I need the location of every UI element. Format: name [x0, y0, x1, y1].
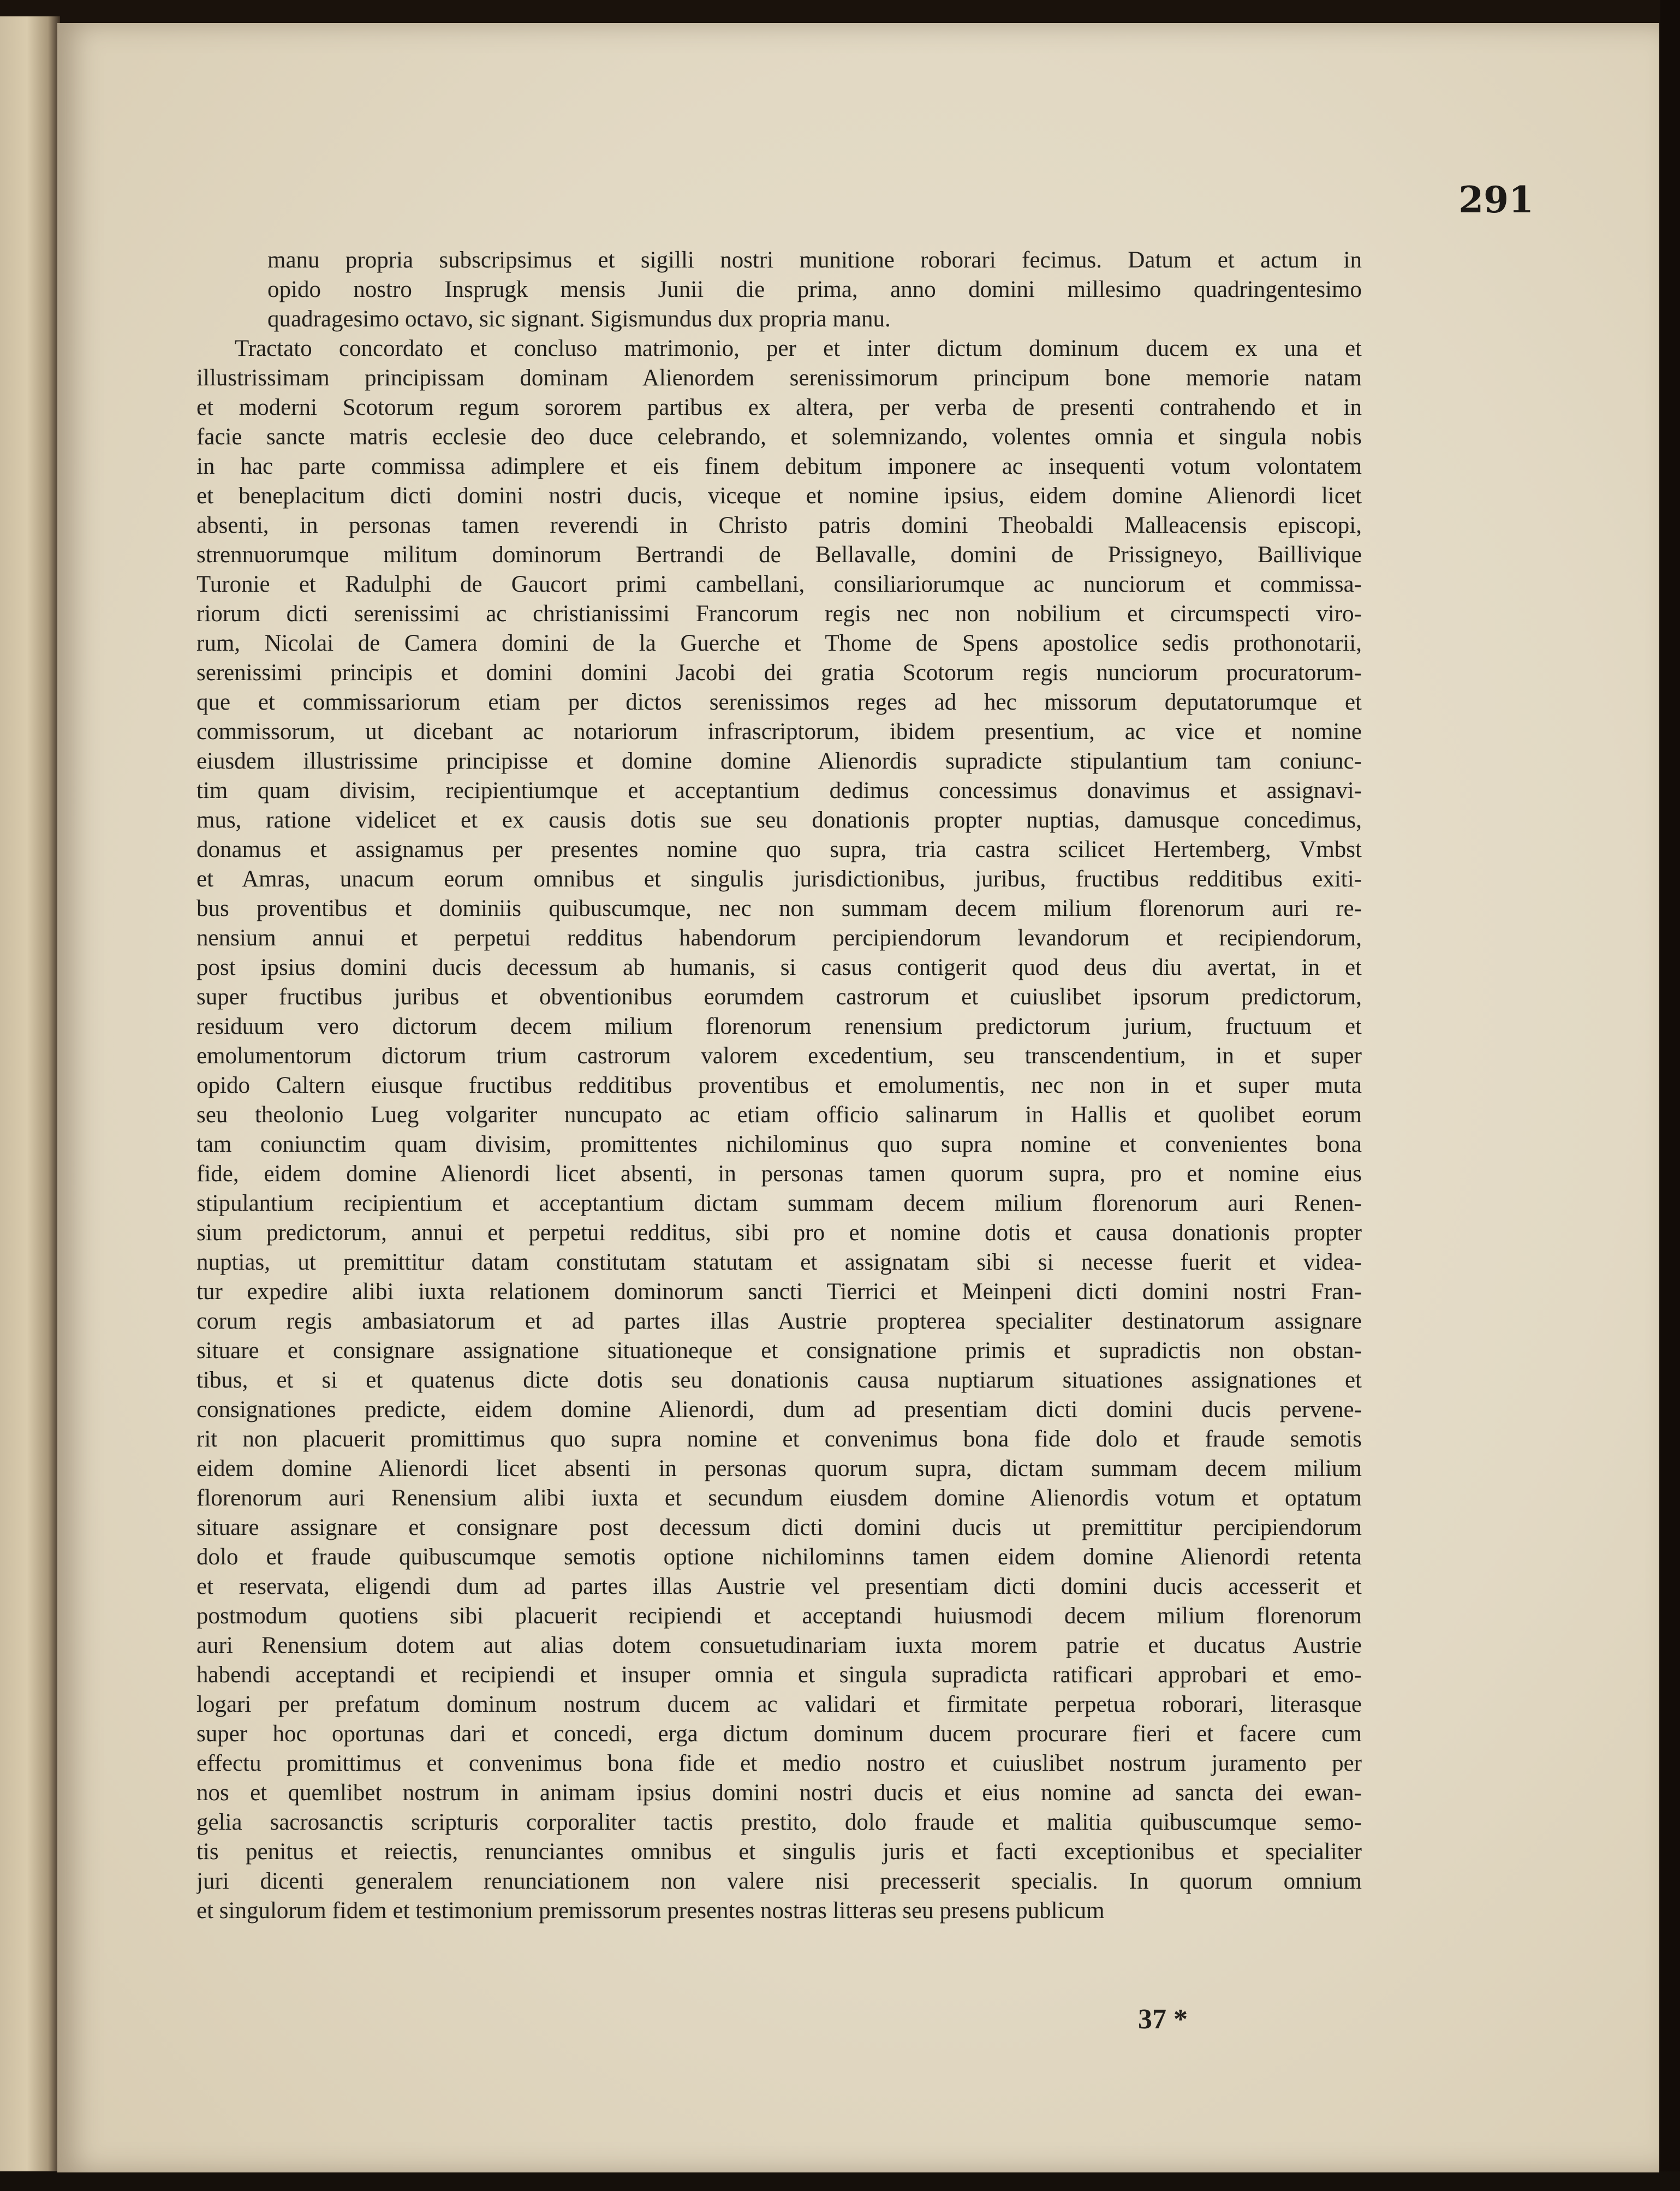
text-line: logari per prefatum dominum nostrum ducem ac validari et firmitate perpetua roborari, literasque	[196, 1692, 1362, 1717]
text-line: eidem domine Alienordi licet absenti in personas quorum supra, dictam summam decem milium	[196, 1456, 1362, 1481]
text-line: tibus, et si et quatenus dicte dotis seu donationis causa nuptiarum situationes assignationes et	[196, 1367, 1362, 1393]
body-text	[196, 246, 1362, 1926]
text-line: super fructibus juribus et obventionibus eorumdem castrorum et cuiuslibet ipsorum predictorum,	[196, 984, 1362, 1010]
text-line: facie sancte matris ecclesie deo duce celebrando, et solemnizando, volentes omnia et singula nobis	[196, 424, 1362, 450]
text-line: sium predictorum, annui et perpetui redditus, sibi pro et nomine dotis et causa donationis propter	[196, 1220, 1362, 1246]
text-line: strennuorumque militum dominorum Bertrandi de Bellavalle, domini de Prissigneyo, Baillivique	[196, 542, 1362, 568]
text-line: illustrissimam principissam dominam Alienordem serenissimorum principum bone memorie natam	[196, 365, 1362, 391]
text-line: postmodum quotiens sibi placuerit recipiendi et acceptandi huiusmodi decem milium florenorum	[196, 1603, 1362, 1629]
text-line: florenorum auri Renensium alibi iuxta et secundum eiusdem domine Alienordis votum et optatum	[196, 1485, 1362, 1511]
text-line: post ipsius domini ducis decessum ab humanis, si casus contigerit quod deus diu avertat, in et	[196, 955, 1362, 980]
text-line: tim quam divisim, recipientiumque et acceptantium dedimus concessimus donavimus et assignavi-	[196, 778, 1362, 803]
text-line: residuum vero dictorum decem milium florenorum renensium predictorum jurium, fructuum et	[196, 1014, 1362, 1039]
scan-bottom-edge	[0, 2171, 1680, 2191]
text-line: seu theolonio Lueg volgariter nuncupato ac etiam officio salinarum in Hallis et quolibet eorum	[196, 1102, 1362, 1128]
text-line: tis penitus et reiectis, renunciantes omnibus et singulis juris et facti exceptionibus et specialiter	[196, 1839, 1362, 1865]
text-line: auri Renensium dotem aut alias dotem consuetudinariam iuxta morem patrie et ducatus Austrie	[196, 1633, 1362, 1658]
text-line: super hoc oportunas dari et concedi, erga dictum dominum ducem procurare fieri et facere cum	[196, 1721, 1362, 1747]
text-line: nensium annui et perpetui redditus habendorum percipiendorum levandorum et recipiendorum,	[196, 925, 1362, 951]
text-line: et singulorum fidem et testimonium premissorum presentes nostras litteras seu presens publicum	[196, 1898, 1105, 1924]
scan-top-edge	[0, 0, 1680, 22]
text-line: tur expedire alibi iuxta relationem dominorum sancti Tierrici et Meinpeni dicti domini nostri Fran-	[196, 1279, 1362, 1305]
text-line: nuptias, ut premittitur datam constitutam statutam et assignatam sibi si necesse fuerit et videa-	[196, 1249, 1362, 1275]
text-line: in hac parte commissa adimplere et eis finem debitum imponere ac insequenti votum volontatem	[196, 454, 1362, 479]
text-line: emolumentorum dictorum trium castrorum valorem excedentium, seu transcendentium, in et super	[196, 1043, 1362, 1069]
text-line: juri dicenti generalem renunciationem non valere nisi precesserit specialis. In quorum omnium	[196, 1868, 1362, 1894]
text-line: absenti, in personas tamen reverendi in Christo patris domini Theobaldi Malleacensis episcopi,	[196, 513, 1362, 538]
text-line: fide, eidem domine Alienordi licet absenti, in personas tamen quorum supra, pro et nomine eius	[196, 1161, 1362, 1187]
text-line: nos et quemlibet nostrum in animam ipsius domini nostri ducis et eius nomine ad sancta dei ewan-	[196, 1780, 1362, 1806]
text-line: opido Caltern eiusque fructibus redditibus proventibus et emolumentis, nec non in et super muta	[196, 1073, 1362, 1098]
text-line: corum regis ambasiatorum et ad partes illas Austrie propterea specialiter destinatorum assignare	[196, 1308, 1362, 1334]
text-line: bus proventibus et dominiis quibuscumque, nec non summam decem milium florenorum auri re-	[196, 896, 1362, 921]
text-line: opido nostro Insprugk mensis Junii die prima, anno domini millesimo quadringentesimo	[267, 277, 1362, 302]
text-line: effectu promittimus et convenimus bona fide et medio nostro et cuiuslibet nostrum juramento per	[196, 1751, 1362, 1776]
signature-mark: 37 *	[1138, 2004, 1188, 2035]
text-line: et beneplacitum dicti domini nostri ducis, viceque et nomine ipsius, eidem domine Alienordi licet	[196, 483, 1362, 509]
facing-page-edge	[0, 16, 60, 2191]
text-line: Tractato concordato et concluso matrimonio, per et inter dictum dominum ducem ex una et	[235, 336, 1362, 361]
text-line: que et commissariorum etiam per dictos serenissimos reges ad hec missorum deputatorumque et	[196, 689, 1362, 715]
text-line: quadragesimo octavo, sic signant. Sigismundus dux propria manu.	[267, 306, 891, 332]
text-line: rum, Nicolai de Camera domini de la Guerche et Thome de Spens apostolice sedis prothonotarii,	[196, 630, 1362, 656]
text-line: riorum dicti serenissimi ac christianissimi Francorum regis nec non nobilium et circumspecti viro-	[196, 601, 1362, 627]
text-line: manu propria subscripsimus et sigilli nostri munitione roborari fecimus. Datum et actum in	[267, 247, 1362, 273]
text-line: eiusdem illustrissime principisse et domine domine Alienordis supradicte stipulantium tam coniunc-	[196, 748, 1362, 774]
text-line: et moderni Scotorum regum sororem partibus ex altera, per verba de presenti contrahendo et in	[196, 395, 1362, 420]
scan-right-edge	[1660, 0, 1680, 2191]
text-line: mus, ratione videlicet et ex causis dotis sue seu donationis propter nuptias, damusque concedimus,	[196, 807, 1362, 833]
text-line: commissorum, ut dicebant ac notariorum infrascriptorum, ibidem presentium, ac vice et nomine	[196, 719, 1362, 745]
text-line: dolo et fraude quibuscumque semotis optione nichilominns tamen eidem domine Alienordi retenta	[196, 1544, 1362, 1570]
text-line: tam coniunctim quam divisim, promittentes nichilominus quo supra nomine et convenientes bona	[196, 1132, 1362, 1157]
text-line: situare assignare et consignare post decessum dicti domini ducis ut premittitur percipiendorum	[196, 1515, 1362, 1540]
text-line: rit non placuerit promittimus quo supra nomine et convenimus bona fide dolo et fraude semotis	[196, 1426, 1362, 1452]
text-line: Turonie et Radulphi de Gaucort primi cambellani, consiliariorumque ac nunciorum et commissa-	[196, 571, 1362, 597]
text-line: et Amras, unacum eorum omnibus et singulis jurisdictionibus, juribus, fructibus redditibus exiti-	[196, 866, 1362, 892]
text-line: consignationes predicte, eidem domine Alienordi, dum ad presentiam dicti domini ducis pervene-	[196, 1397, 1362, 1422]
text-line: gelia sacrosanctis scripturis corporaliter tactis prestito, dolo fraude et malitia quibuscumque semo-	[196, 1809, 1362, 1835]
text-line: donamus et assignamus per presentes nomine quo supra, tria castra scilicet Hertemberg, Vmbst	[196, 837, 1362, 862]
text-line: stipulantium recipientium et acceptantium dictam summam decem milium florenorum auri Renen-	[196, 1190, 1362, 1216]
text-line: habendi acceptandi et recipiendi et insuper omnia et singula supradicta ratificari approbari et emo-	[196, 1662, 1362, 1688]
text-line: situare et consignare assignatione situationeque et consignatione primis et supradictis non obstan-	[196, 1338, 1362, 1364]
document-page	[57, 23, 1659, 2172]
text-line: serenissimi principis et domini domini Jacobi dei gratia Scotorum regis nunciorum procuratorum-	[196, 660, 1362, 686]
text-line: et reservata, eligendi dum ad partes illas Austrie vel presentiam dicti domini ducis accesserit et	[196, 1574, 1362, 1599]
page-number: 291	[1458, 178, 1534, 221]
